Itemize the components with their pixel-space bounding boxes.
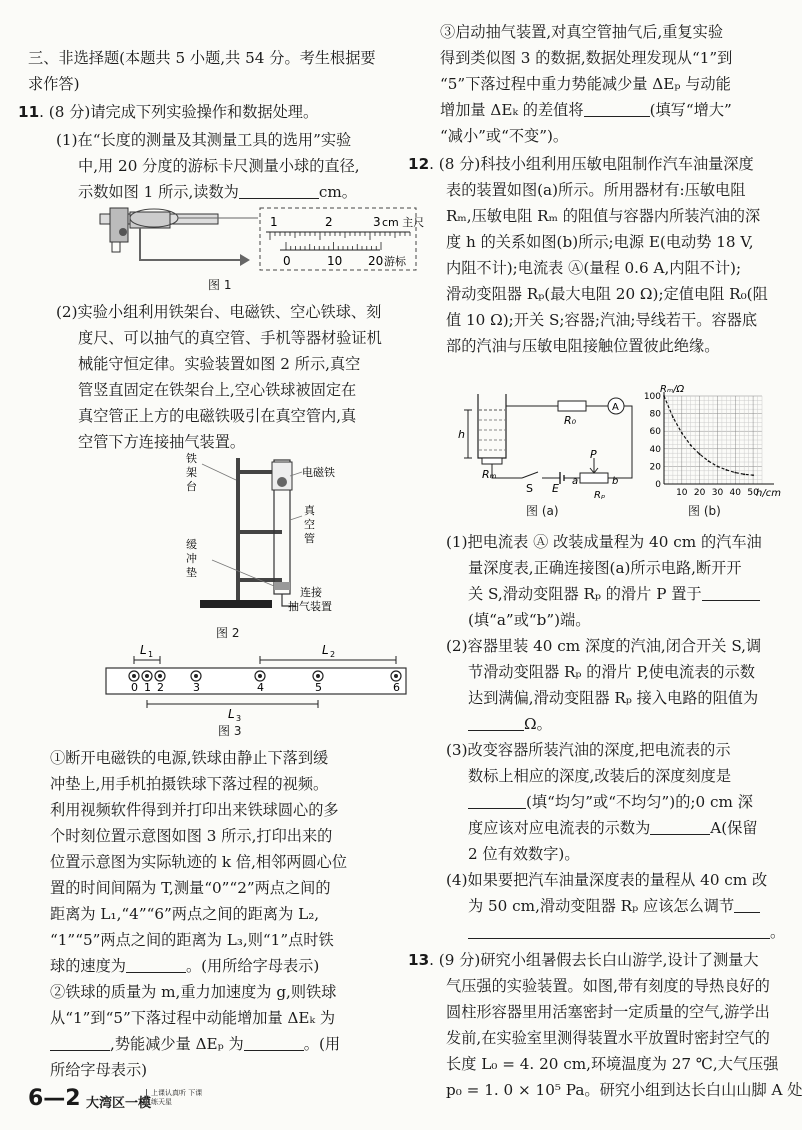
iron-ball [277, 477, 287, 487]
q12-p3-line5: 2 位有效数字)。 [468, 845, 580, 863]
q11-p2-line3: 械能守恒定律。实验装置如图 2 所示,真空 [78, 355, 361, 373]
q12-p3-tail: A(保留 [710, 819, 758, 837]
answer-blank-adjust[interactable] [734, 898, 760, 913]
q12-intro-4: 内阻不计);电流表 Ⓐ(量程 0.6 A,内阻不计); [446, 259, 742, 277]
q11-s3-line1: ③启动抽气装置,对真空管抽气后,重复实验 [440, 23, 724, 41]
chart-ylabel: Rₘ/Ω [660, 384, 685, 395]
answer-blank-ek[interactable] [50, 1036, 110, 1051]
chart-point [663, 395, 665, 397]
q11-p1-text: 示数如图 1 所示,读数为 [78, 183, 239, 201]
label-stand: 架 [186, 466, 197, 479]
main-tick-label: 1 [270, 215, 278, 229]
switch-s [522, 472, 538, 478]
chart-point [734, 472, 736, 474]
battery-e [560, 472, 564, 484]
label-ammeter: A [612, 402, 619, 413]
chart-point [743, 473, 745, 475]
chart-point [690, 444, 692, 446]
label-tube: 真 [304, 504, 315, 517]
q11-head-text: . (8 分)请完成下列实验操作和数据处理。 [39, 103, 319, 121]
q11-s1-tail: 。(用所给字母表示) [185, 957, 320, 975]
q12-number: 12 [408, 155, 430, 173]
ball-center [316, 674, 320, 678]
y-tick-label: 40 [649, 444, 661, 455]
section-header-line1: 三、非选择题(本题共 5 小题,共 54 分。考生根据要 [28, 49, 376, 67]
section-header-line2: 求作答) [28, 75, 80, 93]
iron-stand [200, 458, 282, 608]
buffer-pad [274, 582, 290, 590]
answer-blank-velocity[interactable] [126, 958, 186, 973]
q11-s1-line8: “1”“5”两点之间的距离为 L₃,则“1”点时铁 [50, 931, 334, 949]
y-tick-label: 100 [643, 392, 661, 402]
q11-s1-line5: 位置示意图为实际轨迹的 k 倍,相邻两圆心位 [50, 853, 348, 871]
q12-p2-unit: Ω。 [524, 715, 552, 733]
chart-point [717, 466, 719, 468]
x-tick-label: 30 [711, 488, 724, 498]
main-tick-label: 3 [373, 215, 381, 229]
q11-s2-line1: ②铁球的质量为 m,重力加速度为 g,则铁球 [50, 983, 337, 1001]
q12-p4-tail: 。 [770, 923, 786, 941]
q12-p1-line4: (填“a”或“b”)端。 [468, 611, 591, 629]
q11-p1-line1: (1)在“长度的测量及其测量工具的选用”实验 [56, 131, 352, 149]
q11-s3-tail: (填写“增大” [649, 101, 732, 119]
chart-point [708, 460, 710, 462]
q12-p3-line1: (3)改变容器所装汽油的深度,把电流表的示 [446, 741, 731, 759]
chart-xlabel: h/cm [756, 488, 781, 499]
zoom-arrow [140, 228, 240, 260]
chart-point [752, 474, 754, 476]
q12-p4-text: 为 50 cm,滑动变阻器 Rₚ 应该怎么调节 [468, 897, 735, 915]
y-tick-label: 60 [649, 427, 661, 438]
q11-s3-line3: “5”下落过程中重力势能减少量 ΔEₚ 与动能 [440, 75, 731, 93]
q12-head-text: . (8 分)科技小组利用压敏电阻制作汽车油量深度 [429, 155, 754, 173]
x-tick-label: 10 [676, 488, 688, 498]
x-tick-label: 20 [693, 488, 706, 498]
q11-s2-line4: 所给字母表示) [50, 1061, 148, 1079]
figure-1-caption: 图 1 [208, 278, 232, 292]
ball-center [132, 674, 136, 678]
q12-p4-line2 [468, 896, 760, 918]
svg-text:L: L [228, 707, 235, 721]
q12-intro-3: 度 h 的关系如图(b)所示;电源 E(电动势 18 V, [446, 233, 754, 251]
fuel-container [464, 394, 506, 464]
q11-s3-line5: “减小”或“不变”)。 [440, 127, 569, 145]
page-number: 6—2 [28, 1086, 81, 1111]
q11-s3-text: 增加量 ΔEₖ 的差值将 [440, 101, 584, 119]
q12-p1-line1: (1)把电流表 Ⓐ 改装成量程为 40 cm 的汽车油 [446, 533, 762, 551]
q11-s1-line4: 个时刻位置示意图如图 3 所示,打印出来的 [50, 827, 333, 845]
q12-p3-text: (填“均匀”或“不均匀”)的;0 cm 深 [526, 793, 753, 811]
answer-blank-ep[interactable] [244, 1036, 304, 1051]
vernier-scale [280, 242, 381, 250]
q11-p2-line4: 管竖直固定在铁架台上,空心铁球被固定在 [78, 381, 357, 399]
label-pump: 连接 [300, 586, 322, 599]
figure-b-caption: 图 (b) [688, 504, 721, 518]
q12-head [408, 154, 754, 176]
resistor-r0 [558, 401, 586, 411]
q12-p2-line1: (2)容器里装 40 cm 深度的汽油,闭合开关 S,调 [446, 637, 762, 655]
vernier-scale-label: 游标 [384, 255, 406, 268]
label-pad: 垫 [186, 566, 197, 579]
q13-head-text: . (9 分)研究小组暑假去长白山游学,设计了测量大 [429, 951, 759, 969]
chart-point [699, 453, 701, 455]
ball-center [194, 674, 198, 678]
label-rp: Rₚ [594, 490, 606, 501]
ball-center [394, 674, 398, 678]
q12-intro-2: Rₘ,压敏电阻 Rₘ 的阻值与容器内所装汽油的深 [446, 207, 761, 225]
q11-p1-line3 [78, 182, 357, 204]
q11-s2-text: ,势能减少量 ΔEₚ 为 [110, 1035, 244, 1053]
q11-s1-line6: 置的时间间隔为 T,测量“0”“2”两点之间的 [50, 879, 331, 897]
answer-blank-caliper[interactable] [239, 184, 319, 199]
q13-line5: p₀ = 1. 0 × 10⁵ Pa。研究小组到达长白山山脚 A 处 [446, 1081, 802, 1099]
q12-intro-1: 表的装置如图(a)所示。所用器材有:压敏电阻 [446, 181, 746, 199]
q13-head [408, 950, 759, 972]
chart-grid [664, 392, 774, 484]
q13-line1: 气压强的实验装置。如图,带有刻度的导热良好的 [446, 977, 770, 995]
q13-line3: 发前,在实验室里测得装置水平放置时密封空气的 [446, 1029, 770, 1047]
main-scale [266, 232, 410, 240]
q12-p3-text2: 度应该对应电流表的示数为 [468, 819, 651, 837]
exam-name: 大湾区一模 [86, 1096, 152, 1111]
svg-text:L: L [140, 643, 147, 657]
label-h: h [458, 428, 465, 441]
label-pump: 抽气装置 [288, 600, 332, 613]
label-b: b [612, 476, 619, 487]
q11-s3-line2: 得到类似图 3 的数据,数据处理发现从“1”到 [440, 49, 733, 67]
q11-s2-tail: 。(用 [303, 1035, 341, 1053]
q12-intro-7: 部的汽油与压敏电阻接触位置彼此绝缘。 [446, 337, 720, 355]
q11-s1-text: 球的速度为 [50, 957, 126, 975]
q11-p2-line5: 真空管正上方的电磁铁吸引在真空管内,真 [78, 407, 357, 425]
label-rm: Rₘ [482, 468, 497, 481]
main-tick-label: 2 [325, 215, 333, 229]
label-tube: 空 [304, 518, 315, 531]
q11-p2-line2: 度尺、可以抽气的真空管、手机等器材验证机 [78, 329, 382, 347]
q11-s1-line9 [50, 956, 319, 978]
answer-blank-adjust-cont[interactable] [468, 924, 770, 939]
q13-line4: 长度 L₀ = 4. 20 cm,环境温度为 27 ℃,大气压强 [446, 1055, 779, 1073]
y-tick-label: 0 [655, 480, 661, 490]
q12-p1-line2: 量深度表,正确连接图(a)所示电路,断开开 [468, 559, 742, 577]
svg-text:3: 3 [236, 714, 242, 723]
x-tick-label: 50 [747, 488, 759, 498]
answer-blank-difference[interactable] [584, 102, 650, 117]
figure-a-circuit [458, 388, 638, 500]
q12-intro-5: 滑动变阻器 Rₚ(最大电阻 20 Ω);定值电阻 R₀(阻 [446, 285, 768, 303]
q11-p2-line1: (2)实验小组利用铁架台、电磁铁、空心铁球、刻 [56, 303, 382, 321]
q12-p3-line4 [468, 818, 758, 840]
distance-l3 [147, 700, 318, 723]
q12-p2-line3: 达到满偏,滑动变阻器 Rₚ 接入电路的阻值为 [468, 689, 759, 707]
q12-p3-line3 [468, 792, 753, 814]
q11-head [18, 102, 318, 124]
q11-s1-line2: 冲垫上,用手机拍摄铁球下落过程的视频。 [50, 775, 329, 793]
page-footer [28, 1086, 288, 1116]
distance-l1 [134, 643, 160, 664]
y-tick-label: 80 [649, 409, 661, 420]
vernier-tick-label: 10 [327, 254, 343, 268]
label-tube: 管 [304, 532, 315, 545]
label-p: P [590, 448, 597, 461]
point-label: 3 [193, 681, 200, 694]
tape-strip [106, 668, 406, 694]
chart-point [725, 469, 727, 471]
point-label: 5 [315, 681, 322, 694]
label-e: E [552, 482, 559, 495]
label-magnet: 电磁铁 [302, 466, 335, 479]
svg-text:L: L [322, 643, 329, 657]
q12-p2-line2: 节滑动变阻器 Rₚ 的滑片 P,使电流表的示数 [468, 663, 755, 681]
q12-p4-line1: (4)如果要把汽车油量深度表的量程从 40 cm 改 [446, 871, 768, 889]
label-stand: 台 [186, 480, 197, 493]
point-label: 6 [393, 681, 400, 694]
figure-a-caption: 图 (a) [526, 504, 559, 518]
label-pad: 冲 [186, 552, 197, 565]
label-a: a [572, 476, 579, 487]
q11-p1-line2: 中,用 20 分度的游标卡尺测量小球的直径, [78, 157, 360, 175]
q11-s1-line7: 距离为 L₁,“4”“6”两点之间的距离为 L₂, [50, 905, 320, 923]
chart-point [672, 416, 674, 418]
main-scale-label: cm 主尺 [382, 216, 425, 229]
q12-p2-line4 [468, 714, 552, 736]
figure-1-caliper [90, 204, 425, 296]
point-label: 4 [257, 681, 264, 694]
label-r0: R₀ [564, 414, 577, 427]
pressure-resistor [482, 458, 502, 464]
label-stand: 铁 [186, 452, 197, 465]
label-s: S [526, 482, 533, 495]
x-tick-label: 40 [729, 488, 741, 498]
point-label: 0 [131, 681, 138, 694]
figure-3-caption: 图 3 [218, 724, 242, 738]
figure-b-chart [640, 382, 786, 502]
vernier-tick-label: 0 [283, 254, 291, 268]
chart-ticks [644, 392, 759, 498]
answer-blank-uniform[interactable] [468, 794, 526, 809]
q11-s3-line4 [440, 100, 732, 122]
chart-point [681, 432, 683, 434]
point-label: 1 [144, 681, 151, 694]
q11-s1-line3: 利用视频软件得到并打印出来铁球圆心的多 [50, 801, 339, 819]
label-pad: 缓 [186, 538, 197, 551]
ball-center [158, 674, 162, 678]
caliper-drawing [100, 208, 218, 252]
q13-line2: 圆柱形容器里用活塞密封一定质量的空气,游学出 [446, 1003, 770, 1021]
q12-p4-line3 [468, 922, 785, 944]
q12-p3-line2: 数标上相应的深度,改装后的深度刻度是 [468, 767, 732, 785]
rheostat-rp [580, 473, 608, 483]
q11-number: 11 [18, 103, 40, 121]
answer-blank-resistance[interactable] [468, 716, 524, 731]
distance-l2 [260, 643, 396, 664]
svg-text:1: 1 [148, 650, 154, 659]
ball-center [258, 674, 262, 678]
figure-2-apparatus [178, 450, 348, 622]
q13-number: 13 [408, 951, 430, 969]
vernier-tick-label: 20 [368, 254, 384, 268]
ball-center [145, 674, 149, 678]
svg-text:2: 2 [330, 650, 336, 659]
brand-slogan: 上课认真听 下课练天星 [146, 1089, 207, 1107]
q11-s2-line2: 从“1”到“5”下落过程中动能增加量 ΔEₖ 为 [50, 1009, 336, 1027]
q12-p1-text: 关 S,滑动变阻器 Rₚ 的滑片 P 置于 [468, 585, 702, 603]
y-tick-label: 20 [649, 462, 661, 473]
q12-p1-line3 [468, 584, 760, 606]
answer-blank-end[interactable] [702, 586, 760, 601]
q12-intro-6: 值 10 Ω);开关 S;容器;汽油;导线若干。容器底 [446, 311, 758, 329]
q11-s1-line1: ①断开电磁铁的电源,铁球由静止下落到缓 [50, 749, 329, 767]
q11-p1-unit: cm。 [318, 183, 357, 201]
q11-s2-line3 [50, 1034, 340, 1056]
zoom-arrowhead [240, 254, 250, 266]
figure-3-positions [102, 640, 412, 723]
figure-2-caption: 图 2 [216, 626, 240, 640]
point-label: 2 [157, 681, 164, 694]
answer-blank-current[interactable] [650, 820, 710, 835]
q11-p2-line6: 空管下方连接抽气装置。 [78, 433, 246, 451]
